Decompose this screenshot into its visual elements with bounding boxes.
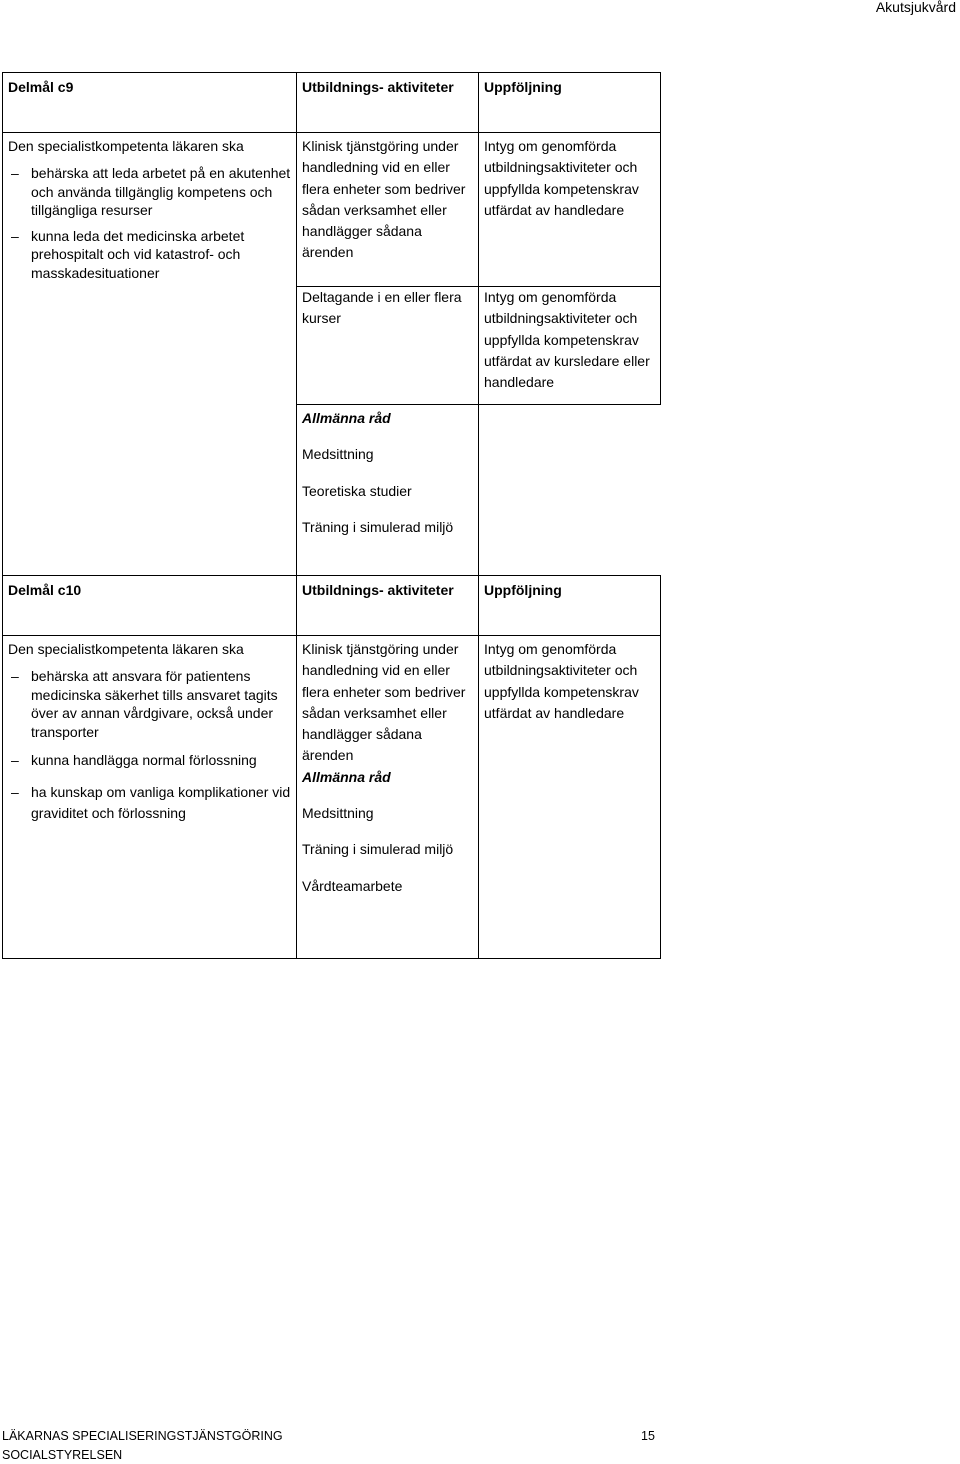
footer-line2: SOCIALSTYRELSEN bbox=[2, 1448, 123, 1462]
c10-activity-cell: Klinisk tjänstgöring under handledning vid en eller flera enheter som bedriver sådan verksamhet eller handlägger sådana ärenden Allmänna råd Medsittning Träning i simulerad miljö Vårdteamarbete bbox=[297, 636, 479, 959]
list-item: Träning i simulerad miljö bbox=[302, 841, 454, 858]
list-item: – kunna leda det medicinska arbetet prehospitalt och vid katastrof- och masskadesituationer bbox=[11, 227, 245, 281]
c9-advice-cell bbox=[297, 405, 479, 576]
list-item: Medsittning bbox=[302, 805, 374, 822]
c10-col1-header: Delmål c10 bbox=[3, 576, 297, 636]
list-item: Träning i simulerad miljö bbox=[302, 518, 454, 535]
c9-col2-header: Utbildnings- aktiviteter bbox=[297, 73, 479, 133]
list-item: Teoretiska studier bbox=[302, 482, 412, 499]
list-item: – ha kunskap om vanliga komplikationer vid graviditet och förlossning bbox=[11, 783, 291, 822]
page-number: 15 bbox=[641, 1429, 655, 1443]
table-c9 bbox=[2, 72, 661, 576]
c9-followup1-cell: Intyg om genomförda utbildningsaktiviteter och uppfyllda kompetenskrav utfärdat av handledare bbox=[479, 133, 661, 287]
c9-goal-cell bbox=[3, 133, 297, 576]
c10-followup-cell: Intyg om genomförda utbildningsaktiviteter och uppfyllda kompetenskrav utfärdat av handledare bbox=[479, 636, 661, 959]
c10-col3-header: Uppföljning bbox=[479, 576, 661, 636]
c10-intro: Den specialistkompetenta läkaren ska bbox=[8, 641, 244, 657]
table-c10 bbox=[2, 575, 661, 959]
running-header: Akutsjukvård bbox=[875, 0, 956, 15]
c9-advice-heading: Allmänna råd bbox=[302, 410, 391, 426]
footer-line1: LÄKARNAS SPECIALISERINGSTJÄNSTGÖRING bbox=[2, 1429, 283, 1443]
c9-activity2-cell: Deltagande i en eller flera kurser bbox=[297, 287, 479, 405]
c10-advice-heading: Allmänna råd bbox=[302, 768, 391, 785]
c10-col2-header: Utbildnings- aktiviteter bbox=[297, 576, 479, 636]
c9-empty-cell bbox=[479, 405, 661, 576]
c9-col3-header: Uppföljning bbox=[479, 73, 661, 133]
c9-followup2-cell: Intyg om genomförda utbildningsaktiviteter och uppfyllda kompetenskrav utfärdat av kursledare eller handledare bbox=[479, 287, 661, 405]
list-item: Vårdteamarbete bbox=[302, 877, 403, 894]
c9-col1-header: Delmål c9 bbox=[3, 73, 297, 133]
list-item: – behärska att ansvara för patientens medicinska säkerhet tills ansvaret tagits över av annan vårdgivare, också under transporter bbox=[11, 668, 278, 740]
list-item: – behärska att leda arbetet på en akutenhet och använda tillgänglig kompetens och tillgängliga resurser bbox=[11, 165, 291, 219]
c10-goal-cell bbox=[3, 636, 297, 959]
list-item: Medsittning bbox=[302, 446, 374, 463]
c9-intro: Den specialistkompetenta läkaren ska bbox=[8, 138, 244, 154]
c9-activity1-cell: Klinisk tjänstgöring under handledning vid en eller flera enheter som bedriver sådan verksamhet eller handlägger sådana ärenden bbox=[297, 133, 479, 287]
list-item: – kunna handlägga normal förlossning bbox=[11, 752, 257, 769]
